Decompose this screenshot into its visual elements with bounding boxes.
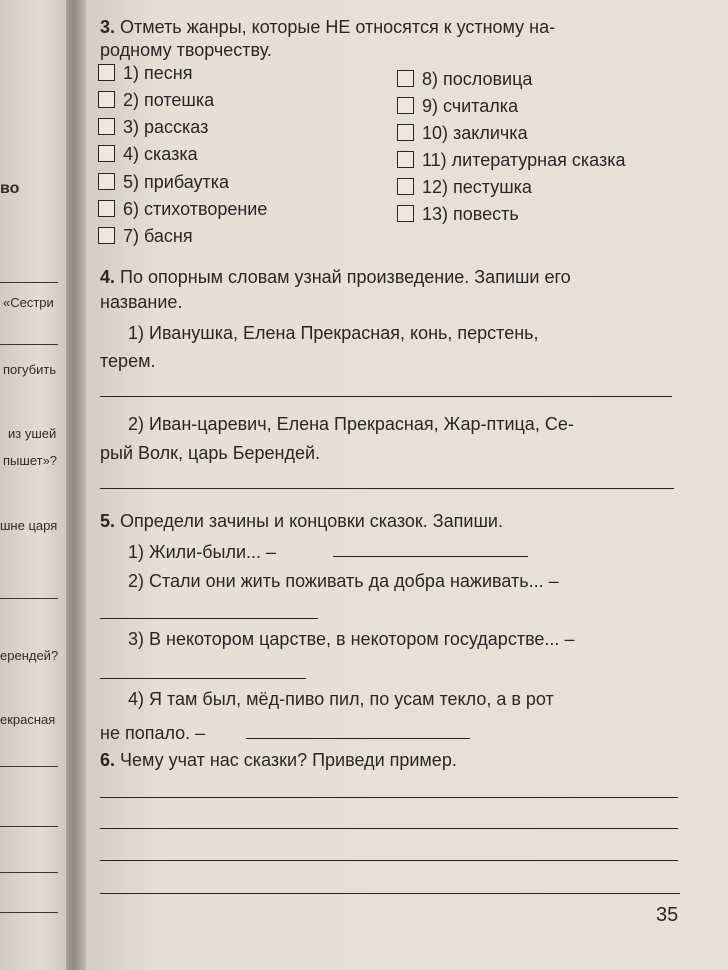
task5-item2: 2) Стали они жить поживать да добра наживать... – bbox=[128, 571, 559, 591]
checkbox[interactable] bbox=[397, 178, 414, 195]
left-fragment: во bbox=[0, 180, 20, 197]
page-number: 35 bbox=[656, 904, 679, 926]
checkbox[interactable] bbox=[98, 227, 115, 244]
task3-option[interactable]: 5) прибаутка bbox=[98, 171, 229, 193]
checkbox[interactable] bbox=[397, 124, 414, 141]
left-rule bbox=[0, 826, 58, 827]
left-fragment: шне царя bbox=[0, 518, 58, 533]
task3-option[interactable]: 13) повесть bbox=[397, 203, 519, 225]
answer-line[interactable] bbox=[100, 828, 678, 829]
task-number: 4. bbox=[100, 267, 116, 287]
left-rule bbox=[0, 598, 58, 599]
task3-option[interactable]: 9) считалка bbox=[397, 95, 518, 117]
task3-option[interactable]: 8) пословица bbox=[397, 68, 532, 90]
task-number: 3. bbox=[100, 17, 116, 37]
answer-line[interactable] bbox=[100, 860, 678, 861]
checkbox[interactable] bbox=[397, 205, 414, 222]
left-fragment: погубить bbox=[3, 362, 57, 377]
answer-line[interactable] bbox=[100, 396, 672, 397]
task3-option[interactable]: 12) пестушка bbox=[397, 176, 532, 198]
checkbox[interactable] bbox=[98, 173, 115, 190]
task3-option[interactable]: 6) стихотворение bbox=[98, 198, 267, 220]
checkbox[interactable] bbox=[98, 91, 115, 108]
left-fragment: ерендей? bbox=[0, 648, 59, 663]
answer-line[interactable] bbox=[100, 678, 306, 679]
task4-item2-line2: рый Волк, царь Берендей. bbox=[100, 443, 321, 463]
task-number: 5. bbox=[100, 511, 116, 531]
answer-line[interactable] bbox=[100, 618, 318, 619]
left-fragment: екрасная bbox=[0, 712, 56, 727]
checkbox[interactable] bbox=[98, 200, 115, 217]
task5-item1: 1) Жили-были... – bbox=[128, 542, 277, 562]
task5-item3: 3) В некотором царстве, в некотором государстве... – bbox=[128, 629, 575, 649]
checkbox[interactable] bbox=[98, 118, 115, 135]
task4-question-line2: название. bbox=[100, 292, 183, 312]
left-rule bbox=[0, 282, 58, 283]
checkbox[interactable] bbox=[98, 64, 115, 81]
left-rule bbox=[0, 912, 58, 913]
checkbox[interactable] bbox=[397, 70, 414, 87]
task5-item4-line1: 4) Я там был, мёд-пиво пил, по усам текло, а в рот bbox=[128, 689, 554, 709]
left-rule bbox=[0, 344, 58, 345]
task4-item1-line2: терем. bbox=[100, 351, 156, 371]
checkbox[interactable] bbox=[397, 151, 414, 168]
task4-question-line1: 4. По опорным словам узнай произведение. Запиши его bbox=[100, 267, 571, 287]
left-fragment: «Сестри bbox=[3, 295, 54, 310]
task3-option[interactable]: 10) закличка bbox=[397, 122, 528, 144]
checkbox[interactable] bbox=[397, 97, 414, 114]
task-number: 6. bbox=[100, 750, 116, 770]
task3-question-line1: 3. Отметь жанры, которые НЕ относятся к устному на- bbox=[100, 17, 556, 37]
answer-line[interactable] bbox=[100, 488, 674, 489]
left-rule bbox=[0, 872, 58, 873]
answer-line[interactable] bbox=[100, 797, 678, 798]
left-page-edge bbox=[0, 0, 66, 970]
book-gutter bbox=[66, 0, 86, 970]
task3-option[interactable]: 4) сказка bbox=[98, 143, 198, 165]
task3-option[interactable]: 3) рассказ bbox=[98, 116, 208, 138]
task3-option[interactable]: 7) басня bbox=[98, 225, 193, 247]
task4-item2-line1: 2) Иван-царевич, Елена Прекрасная, Жар-птица, Се- bbox=[128, 414, 574, 434]
left-rule bbox=[0, 766, 58, 767]
answer-line[interactable] bbox=[246, 738, 470, 739]
task4-item1-line1: 1) Иванушка, Елена Прекрасная, конь, перстень, bbox=[128, 323, 539, 343]
task5-question: 5. Определи зачины и концовки сказок. Запиши. bbox=[100, 511, 503, 531]
left-fragment: пышет»? bbox=[3, 453, 58, 468]
answer-line[interactable] bbox=[333, 556, 528, 557]
checkbox[interactable] bbox=[98, 145, 115, 162]
task5-item4-line2: не попало. – bbox=[100, 723, 206, 743]
task3-option[interactable]: 11) литературная сказка bbox=[397, 149, 625, 171]
task6-question: 6. Чему учат нас сказки? Приведи пример. bbox=[100, 750, 457, 770]
left-fragment: из ушей bbox=[8, 426, 57, 441]
task3-question-line2: родному творчеству. bbox=[100, 40, 272, 60]
answer-line[interactable] bbox=[100, 893, 680, 894]
task3-option[interactable]: 2) потешка bbox=[98, 89, 214, 111]
task3-option[interactable]: 1) песня bbox=[98, 62, 192, 84]
